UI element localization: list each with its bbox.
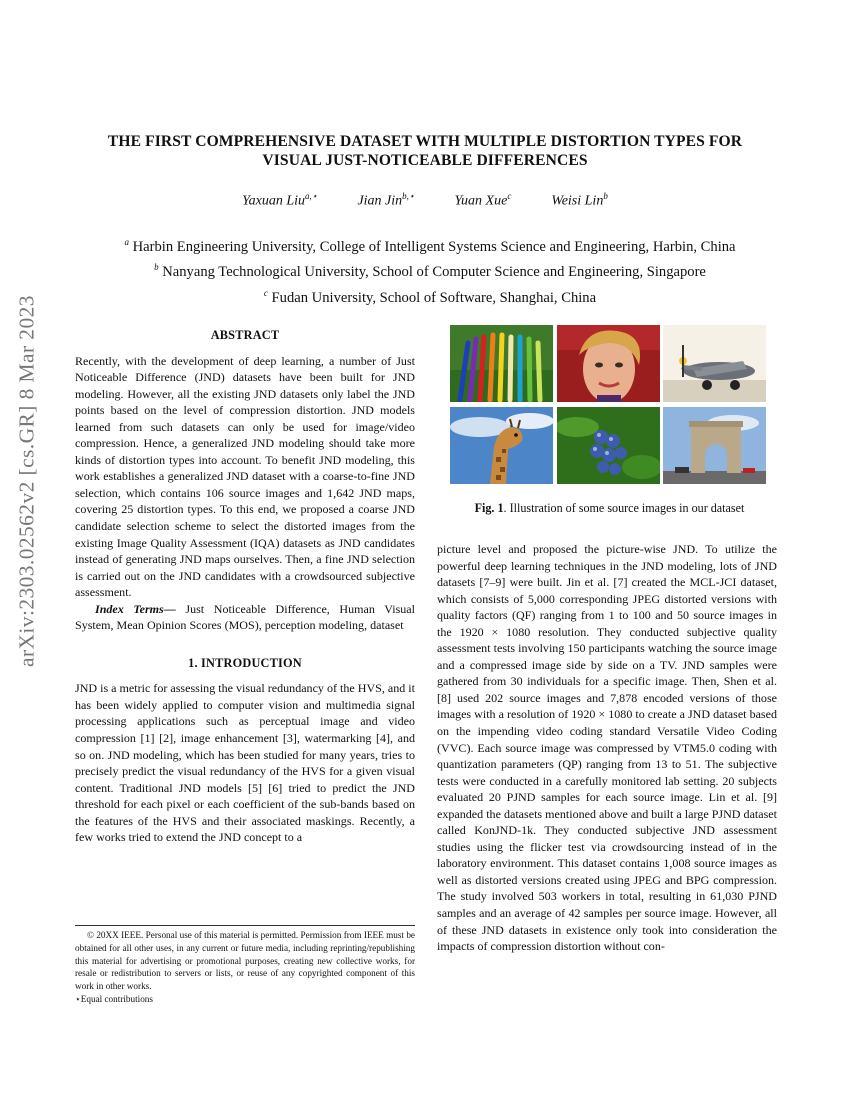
affiliation-list: [75, 232, 785, 308]
figure-caption-text: . Illustration of some source images in our dataset: [503, 501, 745, 515]
figure-1: [450, 325, 770, 485]
introduction-text-left: JND is a metric for assessing the visual redundancy of the HVS, and it has been widely applied to computer vision and multimedia signal processing applications such as perceptual image and video compression [1] [2], image enhancement [3], watermarking [4], and so on. JND modeling, which has been studied for many years, tries to precisely predict the visual redundancy of the HVS for a given visual content. Traditional JND models [5] [6] tried to predict the JND threshold for each pixel or each coefficient of the sub-bands based on the features of the HVS and their associated maskings. Recently, a few works tried to extend the JND concept to a: [75, 681, 415, 845]
abstract-text: Recently, with the development of deep learning, a number of Just Noticeable Difference (JND) datasets have been built for JND modeling. However, all the existing JND datasets only label the JND points based on the level of compression distortion. JND models learned from such datasets can only be used for image/video compression. Hence, a generalized JND modeling should take more kinds of distortion types into account. To benefit JND modeling, this work establishes a generalized JND dataset with a coarse-to-fine JND selection, which contains 106 source images and 1,642 JND maps, covering 25 distortion types. To this end, we proposed a coarse JND candidate selection scheme to select the distorted images from the existing Image Quality Assessment (IQA) datasets as JND candidates instead of generating JND maps ourselves. Then, a fine JND selection is carried out on the JND candidates with a crowdsourced subjective assessment.: [75, 353, 415, 600]
title-line-2: VISUAL JUST-NOTICEABLE DIFFERENCES: [262, 152, 588, 169]
propeller-airplane-image: [663, 325, 766, 402]
title-line-1: THE FIRST COMPREHENSIVE DATASET WITH MULTIPLE DISTORTION TYPES FOR: [107, 133, 743, 150]
author: Jian Jin$^{b,⋆}$: [357, 191, 415, 209]
left-column: [75, 327, 415, 846]
index-terms: [75, 601, 415, 634]
copyright-notice: © 20XX IEEE. Personal use of this material is permitted. Permission from IEEE must be obtained for all other uses, in any current or future media, including reprinting/republishing this material for advertising or promotional purposes, creating new collective works, for resale or redistribution to servers or lists, or reuse of any copyrighted component of this work in other works.: [75, 930, 415, 992]
arc-de-triomphe-image: [663, 407, 766, 484]
affiliation: $^c$ Fudan University, School of Software, Shanghai, China: [263, 287, 597, 306]
author-list: [75, 191, 775, 210]
index-terms-label: Index Terms—: [95, 601, 176, 616]
author: Weisi Lin$^b$: [551, 191, 608, 209]
introduction-text-right: picture level and proposed the picture-wise JND. To utilize the powerful deep learning techniques in the JND modeling, lots of JND datasets [7–9] were built. Jin et al. [7] created the MCL-JCI dataset, which consists of 5,000 corresponding JPEG distorted versions with quality factors (QF) ranging from 1 to 100 and 50 source images in the 1920 × 1080 resolution. They conducted subjective quality assessment tests involving 150 participants watching the source image and a compressed image side by side on a TV. JND samples were gathered from 30 individuals for a specific image. Then, Shen et al. [8] used 202 source images and 7,878 encoded versions of those images with a resolution of 1920 × 1080 to create a JND dataset based on the impending video coding standard Versatile Video Coding (VVC). Each source image was compressed by VTM5.0 coding with quantization parameters (QP) ranging from 13 to 51. The subjective tests were conducted in a carefully monitored lab setting. 20 subjects evaluated 20 PJND samples for each source image. Lin et al. [9] expanded the datasets mentioned above and built a large PJND dataset called KonJND-1k. They conducted subjective JND assessment studies using the flicker test via crowdsourcing instead of in the laboratory environment. This dataset contains 1,008 source images as well as distorted versions created using JPEG and BPG compression. The study involved 503 workers in total, resulting in 61,030 PJND samples and an average of 42 samples per source image. However, all of these JND datasets in existence only took into consideration the impacts of compression distortion without con-: [437, 542, 777, 954]
author: Yaxuan Liu$^{a,⋆}$: [242, 191, 318, 209]
colored-pencils-image: [450, 325, 553, 402]
figure-caption: [437, 501, 782, 516]
affiliation: $^a$ Harbin Engineering University, College of Intelligent Systems Science and Engineering, Harbin, China: [124, 237, 736, 255]
blueberries-image: [557, 407, 660, 484]
introduction-heading: 1. INTRODUCTION: [188, 655, 302, 670]
giraffe-image: [450, 407, 553, 484]
footnote: [75, 925, 415, 1006]
index-terms-text: Just Noticeable Difference, Human Visual System, Mean Opinion Scores (MOS), perception modeling, dataset: [75, 601, 415, 633]
equal-contribution-note: ⋆Equal contributions: [75, 993, 153, 1004]
right-column: [437, 541, 777, 955]
arxiv-identifier: arXiv:2303.02562v2 [cs.GR] 8 Mar 2023: [14, 295, 39, 667]
affiliation: $^b$ Nanyang Technological University, School of Computer Science and Engineering, Singapore: [154, 262, 706, 281]
figure-label: Fig. 1: [474, 501, 504, 515]
woman-portrait-image: [557, 325, 660, 402]
author: Yuan Xue$^c$: [454, 191, 512, 209]
paper-title: [75, 132, 775, 170]
abstract-heading: ABSTRACT: [210, 328, 280, 342]
